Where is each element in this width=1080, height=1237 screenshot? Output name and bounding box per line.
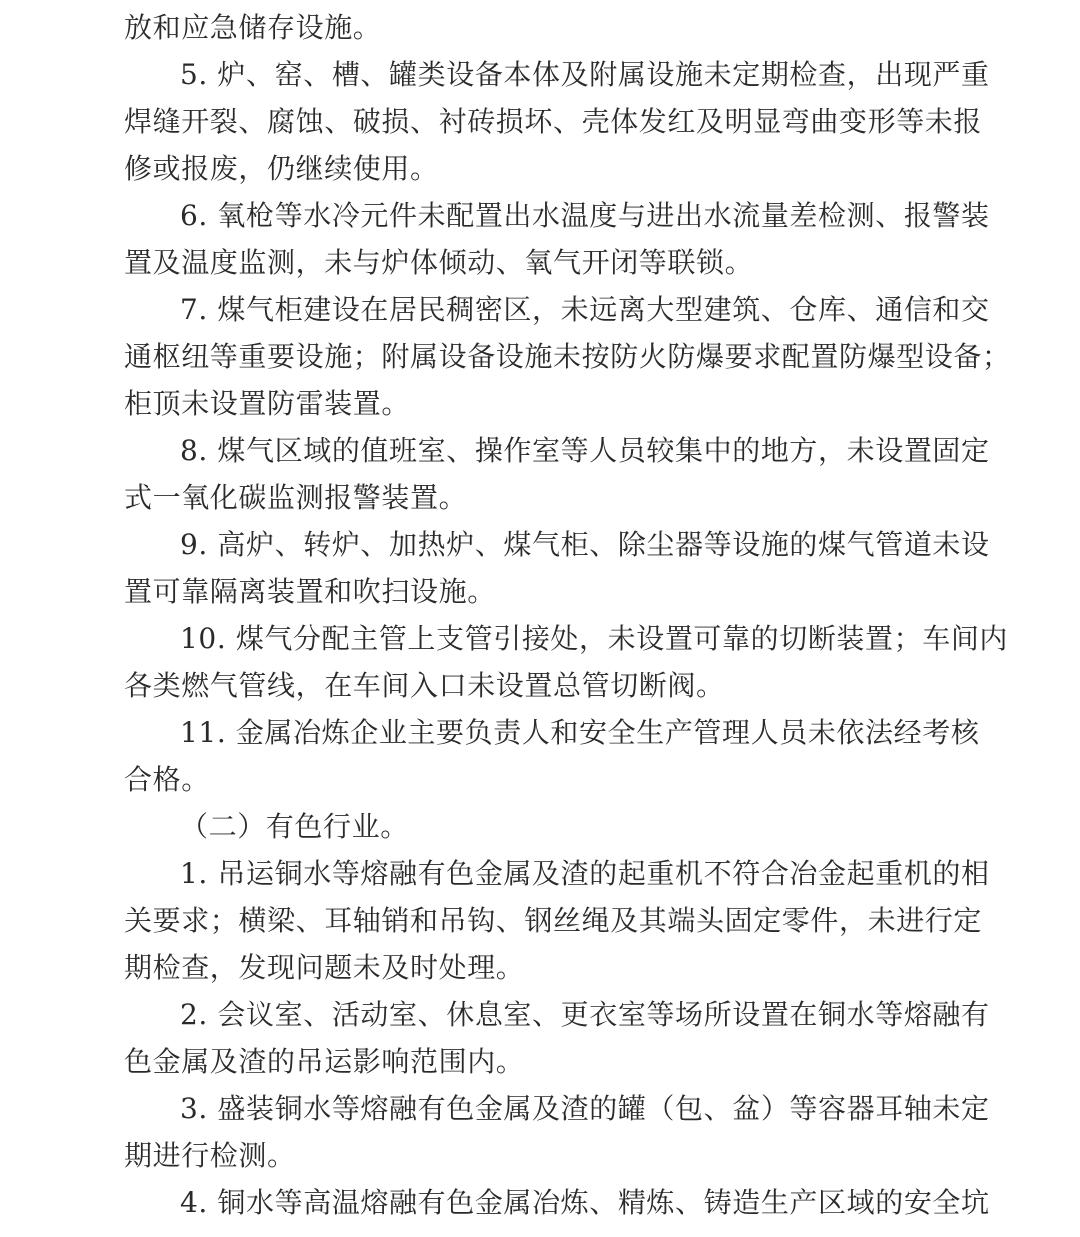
text-line: 5. 炉、窑、槽、罐类设备本体及附属设施未定期检查，出现严重 — [180, 58, 990, 91]
text-line: 置可靠隔离装置和吹扫设施。 — [124, 575, 496, 608]
text-line: 式一氧化碳监测报警装置。 — [124, 481, 468, 514]
text-line: 11. 金属冶炼企业主要负责人和安全生产管理人员未依法经考核 — [180, 716, 980, 749]
section-heading: （二）有色行业。 — [180, 810, 409, 843]
text-line: 期检查，发现问题未及时处理。 — [124, 951, 525, 984]
text-line: 10. 煤气分配主管上支管引接处，未设置可靠的切断装置；车间内 — [180, 622, 1009, 655]
text-line: 焊缝开裂、腐蚀、破损、衬砖损坏、壳体发红及明显弯曲变形等未报 — [124, 105, 983, 138]
text-line: 合格。 — [124, 763, 210, 796]
text-line: 3. 盛装铜水等熔融有色金属及渣的罐（包、盆）等容器耳轴未定 — [180, 1092, 990, 1125]
text-line: 修或报废，仍继续使用。 — [124, 152, 439, 185]
text-line: 7. 煤气柜建设在居民稠密区，未远离大型建筑、仓库、通信和交 — [180, 293, 990, 326]
text-line: 柜顶未设置防雷装置。 — [124, 387, 411, 420]
text-line: 色金属及渣的吊运影响范围内。 — [124, 1045, 525, 1078]
text-line: 放和应急储存设施。 — [124, 11, 382, 44]
text-line: 通枢纽等重要设施；附属设备设施未按防火防爆要求配置防爆型设备； — [124, 340, 1011, 373]
text-line: 4. 铜水等高温熔融有色金属冶炼、精炼、铸造生产区域的安全坑 — [180, 1186, 990, 1219]
text-line: 关要求；横梁、耳轴销和吊钩、钢丝绳及其端头固定零件，未进行定 — [124, 904, 983, 937]
text-line: 期进行检测。 — [124, 1139, 296, 1172]
text-line: 各类燃气管线，在车间入口未设置总管切断阀。 — [124, 669, 725, 702]
text-line: 8. 煤气区域的值班室、操作室等人员较集中的地方，未设置固定 — [180, 434, 990, 467]
text-line: 9. 高炉、转炉、加热炉、煤气柜、除尘器等设施的煤气管道未设 — [180, 528, 990, 561]
text-line: 置及温度监测，未与炉体倾动、氧气开闭等联锁。 — [124, 246, 754, 279]
text-line: 1. 吊运铜水等熔融有色金属及渣的起重机不符合冶金起重机的相 — [180, 857, 990, 890]
text-line: 2. 会议室、活动室、休息室、更衣室等场所设置在铜水等熔融有 — [180, 998, 990, 1031]
text-line: 6. 氧枪等水冷元件未配置出水温度与进出水流量差检测、报警装 — [180, 199, 990, 232]
